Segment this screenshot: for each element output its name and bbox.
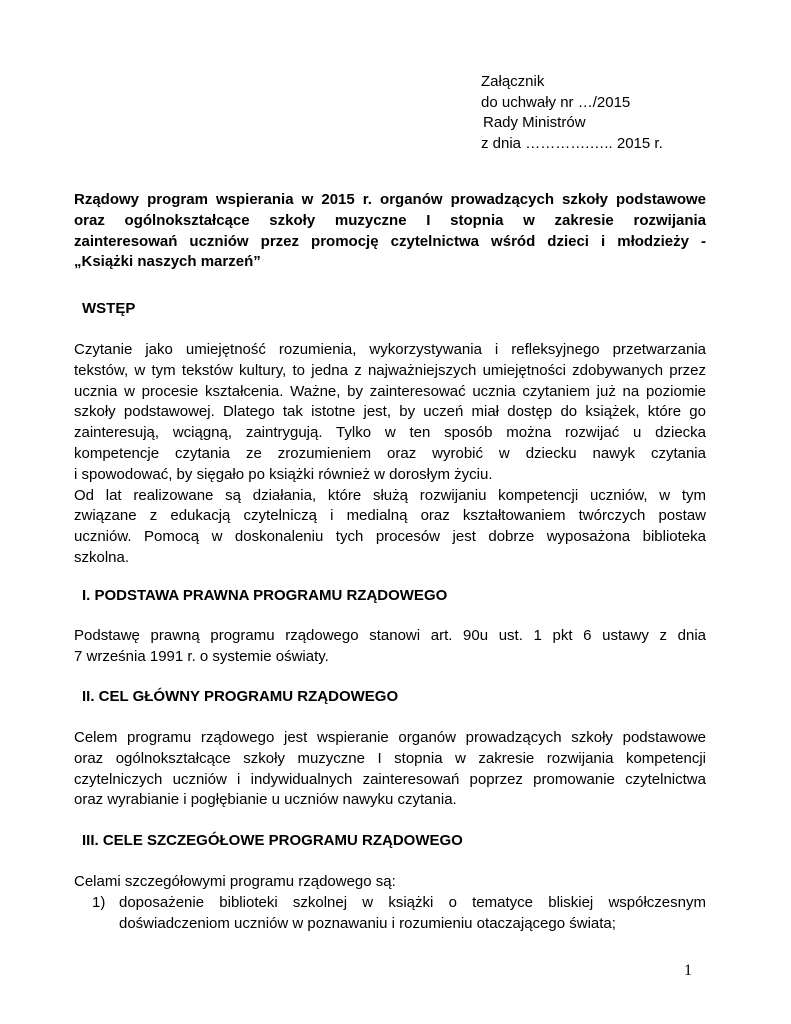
section2-paragraph <box>74 728 706 811</box>
annex-date: z dnia ………….….. 2015 r. <box>481 134 663 152</box>
list-item <box>92 893 706 935</box>
list-item-text <box>119 893 706 935</box>
title-line: zainteresowań uczniów przez promocję czytelnictwa wśród dzieci i młodzieży - <box>74 232 706 250</box>
paragraph-line: czytelniczych uczniów i indywidualnych zainteresowań poprzez promowanie czytelnictwa <box>74 770 706 788</box>
annex-label: Załącznik <box>481 73 545 90</box>
paragraph-line: szkoły podstawowej. Dlatego tak istotne jest, by uczeń miał dostęp do książek, które go <box>74 403 706 421</box>
paragraph-line: ucznia w procesie kształcenia. Ważne, by zainteresować ucznia czytaniem już na poziomie <box>74 382 706 400</box>
list-item-number: 1) <box>92 894 106 911</box>
paragraph-line: kompetencje czytania ze zrozumieniem oraz wyrobić w dziecku nawyk czytania <box>74 444 706 462</box>
paragraph-line: Od lat realizowane są działania, które służą rozwijaniu kompetencji uczniów, w tym <box>74 486 706 504</box>
paragraph-line: Celem programu rządowego jest wspieranie organów prowadzących szkoły podstawowe <box>74 729 706 746</box>
title-line: „Książki naszych marzeń” <box>74 253 261 271</box>
section3-heading: III. CELE SZCZEGÓŁOWE PROGRAMU RZĄDOWEGO <box>82 832 463 849</box>
annex-council: Rady Ministrów <box>483 114 586 131</box>
section3-intro <box>74 872 706 893</box>
paragraph-line: 7 września 1991 r. o systemie oświaty. <box>74 647 329 665</box>
paragraph-line: Podstawę prawną programu rządowego stanowi art. 90u ust. 1 pkt 6 ustawy z dnia <box>74 627 706 644</box>
section2-heading: II. CEL GŁÓWNY PROGRAMU RZĄDOWEGO <box>82 688 399 705</box>
paragraph-line: uczniów. Pomocą w doskonaleniu tych procesów jest dobrze wyposażona biblioteka <box>74 528 706 546</box>
paragraph-line: szkolna. <box>74 548 130 566</box>
paragraph-line: Celami szczegółowymi programu rządowego są: <box>74 873 396 890</box>
paragraph-line: i spowodować, by sięgało po książki również w dorosłym życiu. <box>74 465 493 483</box>
paragraph-line: związane z edukacją czytelniczą i medialną oraz kształtowaniem twórczych postaw <box>74 507 706 525</box>
title-line: Rządowy program wspierania w 2015 r. organów prowadzących szkoły podstawowe <box>74 191 706 208</box>
section1-paragraph <box>74 626 706 668</box>
paragraph-line: zainteresują, wciągną, zaintrygują. Tylko w ten sposób można rozwijać u dziecka <box>74 424 706 442</box>
title-line: oraz ogólnokształcące szkoły muzyczne I stopnia w zakresie rozwijania <box>74 211 706 229</box>
paragraph-line: oraz ogólnokształcące szkoły muzyczne I stopnia w zakresie rozwijania kompetencji <box>74 749 706 767</box>
annex-resolution: do uchwały nr …/2015 <box>481 93 631 111</box>
list-item-line: doposażenie biblioteki szkolnej w książki o tematyce bliskiej współczesnym <box>119 894 706 911</box>
page-number: 1 <box>684 962 692 979</box>
intro-heading: WSTĘP <box>82 300 136 317</box>
paragraph-line: oraz wyrabianie i pogłębianie u uczniów nawyku czytania. <box>74 791 457 809</box>
paragraph-line: Czytanie jako umiejętność rozumienia, wykorzystywania i refleksyjnego przetwarzania <box>74 341 706 358</box>
section3-list <box>92 893 706 935</box>
list-item-line: doświadczeniom uczniów w poznawaniu i rozumieniu otaczającego świata; <box>119 914 616 932</box>
annex-block <box>481 72 663 154</box>
document-title <box>74 190 706 273</box>
intro-paragraph <box>74 340 706 569</box>
paragraph-line: tekstów, w tym tekstów kultury, to jedna z najważniejszych umiejętności zdobywanych przez <box>74 361 706 379</box>
section1-heading: I. PODSTAWA PRAWNA PROGRAMU RZĄDOWEGO <box>82 587 448 604</box>
